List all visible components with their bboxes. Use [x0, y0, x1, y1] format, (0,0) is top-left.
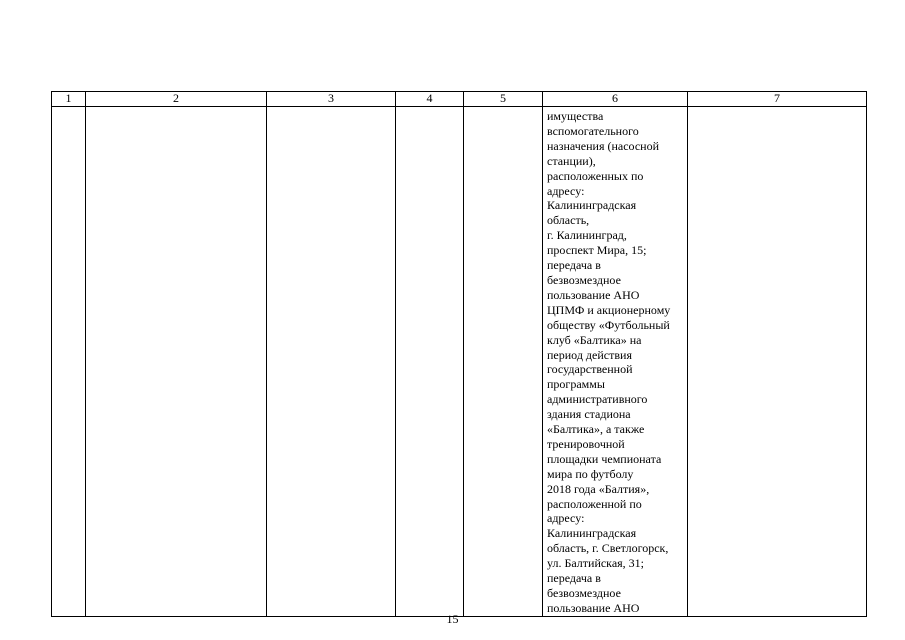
description-line: «Балтика», а также	[547, 422, 645, 437]
table-cell-col7	[688, 107, 867, 617]
column-header-7: 7	[688, 92, 867, 107]
description-line: передача в	[547, 258, 601, 273]
description-line: имущества	[547, 109, 604, 123]
column-header-4: 4	[396, 92, 464, 107]
table-cell-col2	[86, 107, 267, 617]
column-header-1: 1	[52, 92, 86, 107]
description-line: расположенных по	[547, 168, 644, 183]
description-line: Калининградская	[547, 526, 637, 541]
description-line: клуб «Балтика» на	[547, 332, 642, 347]
description-line: вспомогательного	[547, 123, 639, 138]
description-line: здания стадиона	[547, 407, 631, 422]
column-header-2: 2	[86, 92, 267, 107]
column-header-5: 5	[464, 92, 543, 107]
description-line: административного	[547, 392, 648, 407]
table-cell-col3	[267, 107, 396, 617]
column-header-3: 3	[267, 92, 396, 107]
description-line: безвозмездное	[547, 586, 621, 600]
property-description-text	[543, 107, 687, 616]
description-line: период действия	[547, 347, 632, 362]
description-line: государственной	[547, 362, 633, 377]
description-line: ул. Балтийская, 31;	[547, 556, 645, 571]
column-number-row	[52, 92, 867, 107]
description-line: мира по футболу	[547, 466, 634, 481]
table-cell-col5	[464, 107, 543, 617]
description-line: назначения (насосной	[547, 138, 660, 153]
description-line: площадки чемпионата	[547, 451, 662, 466]
description-line: пользование АНО	[547, 600, 640, 615]
page-number: 15	[446, 612, 459, 626]
description-line: тренировочной	[547, 436, 625, 451]
description-line: адресу:	[547, 511, 585, 526]
description-line: область,	[547, 213, 590, 228]
description-line: область, г. Светлогорск,	[547, 541, 669, 556]
description-line: адресу:	[547, 183, 585, 198]
description-line: передача в	[547, 571, 601, 586]
description-line: 2018 года «Балтия»,	[547, 481, 650, 496]
description-line: г. Калининград,	[547, 228, 627, 243]
description-line: расположенной по	[547, 496, 642, 511]
description-line: пользование АНО	[547, 287, 640, 302]
description-line: безвозмездное	[547, 272, 621, 287]
description-line: Калининградская	[547, 198, 637, 213]
table-row	[52, 107, 867, 617]
description-line: ЦПМФ и акционерному	[547, 302, 671, 317]
description-line: проспект Мира, 15;	[547, 243, 647, 258]
data-table	[51, 91, 867, 617]
column-header-6: 6	[543, 92, 688, 107]
description-line: станции),	[547, 153, 596, 168]
description-line: обществу «Футбольный	[547, 317, 670, 332]
table-cell-col6	[543, 107, 688, 617]
table-cell-col4	[396, 107, 464, 617]
description-line: программы	[547, 377, 605, 392]
table-cell-col1	[52, 107, 86, 617]
